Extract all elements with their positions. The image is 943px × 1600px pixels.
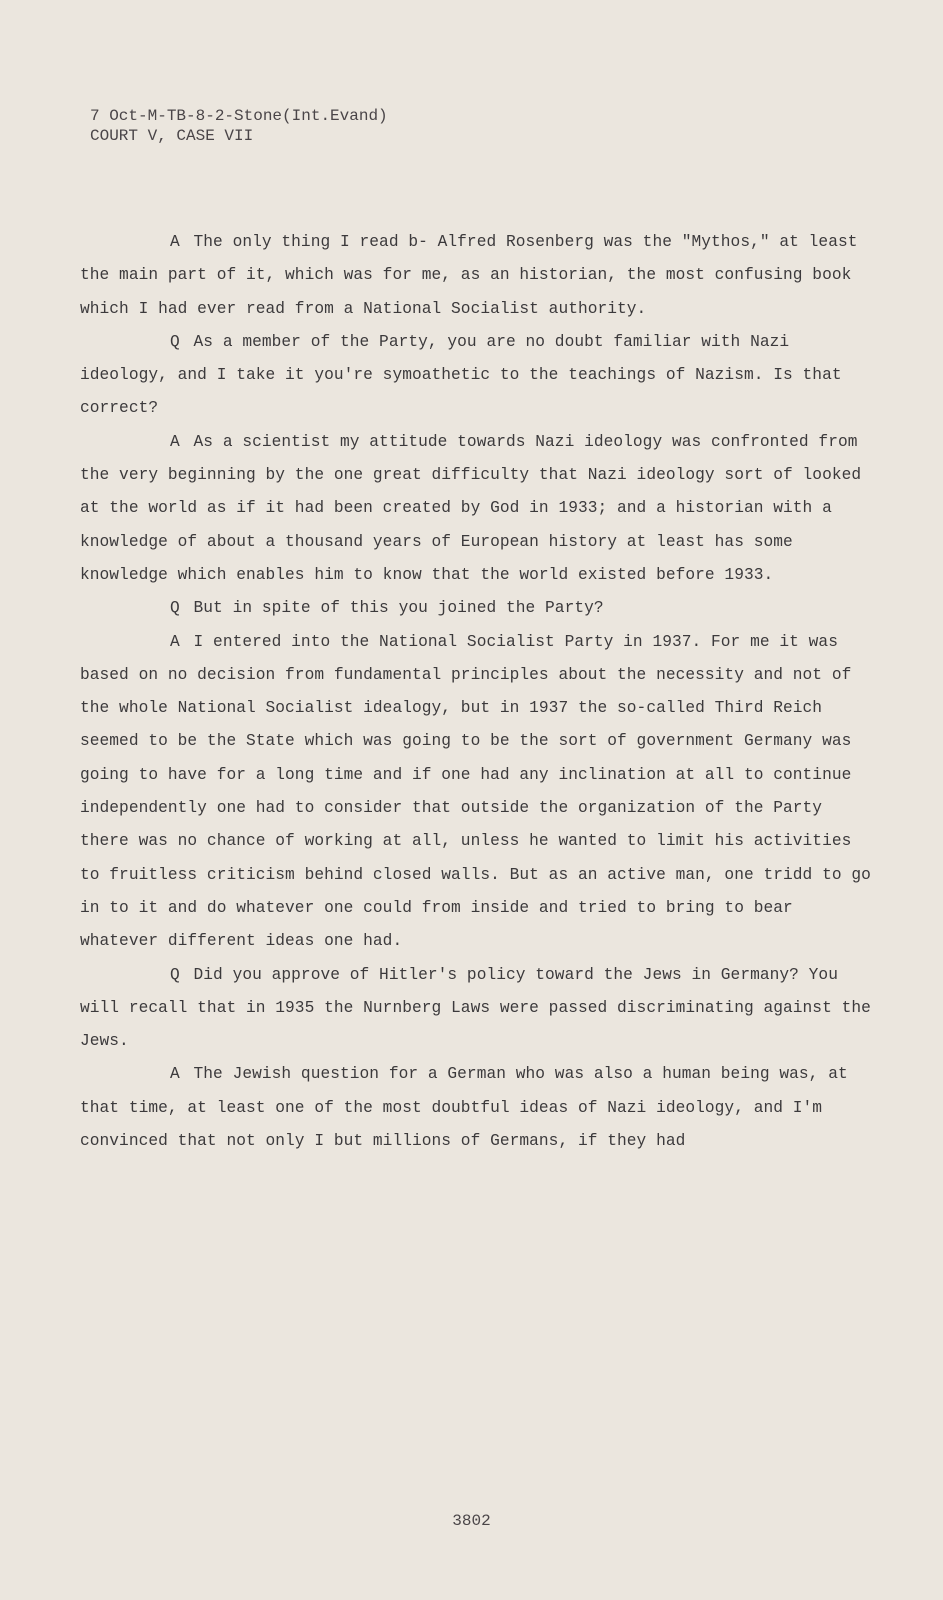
transcript-body (80, 226, 880, 1158)
paragraph-text: The only thing I read b- Alfred Rosenberg was the "Mythos," at least the main part of it, which was for me, as an historian, the most confusing book which I had ever read from a National Socialist authority. (80, 233, 858, 318)
transcript-paragraph (80, 326, 880, 426)
paragraph-text: But in spite of this you joined the Party? (193, 599, 604, 618)
speaker-label: A (170, 632, 180, 651)
document-header (90, 106, 388, 146)
transcript-paragraph (80, 1058, 880, 1158)
paragraph-text: Did you approve of Hitler's policy toward the Jews in Germany? You will recall that in 1935 the Nurnberg Laws were passed discriminating against the Jews. (80, 965, 871, 1051)
paragraph-text: I entered into the National Socialist Party in 1937. For me it was based on no decision from fundamental principles about the necessity and not of the whole National Socialist idealogy, but in 1937 the so-called Third Reich seemed to be the State which was going to be the sort of government Germany was going to have for a long time and if one had any inclination at all to continue independently one had to consider that outside the organization of the Party there was no chance of working at all, unless he wanted to limit his activities to fruitless criticism behind closed walls. But as an active man, one tridd to go in to it and do whatever one could from inside and tried to bring to bear whatever different ideas one had. (80, 632, 871, 951)
page-number: 3802 (452, 1512, 491, 1530)
speaker-label: Q (170, 965, 180, 984)
transcript-paragraph (80, 426, 880, 592)
speaker-label: Q (170, 599, 180, 618)
paragraph-text: As a member of the Party, you are no doubt familiar with Nazi ideology, and I take it you're symoathetic to the teachings of Nazism. Is that correct? (80, 332, 842, 418)
speaker-label: A (170, 233, 180, 251)
transcript-paragraph (80, 226, 880, 326)
speaker-label: Q (170, 332, 180, 351)
transcript-paragraph (80, 626, 880, 959)
speaker-label: A (170, 432, 180, 451)
transcript-paragraph (80, 959, 880, 1059)
paragraph-text: As a scientist my attitude towards Nazi ideology was confronted from the very beginning by the one great difficulty that Nazi ideology sort of looked at the world as if it had been created by God in 1933; and a historian with a knowledge of about a thousand years of European history at least has some knowledge which enables him to know that the world existed before 1933. (80, 432, 862, 584)
paragraph-text: The Jewish question for a German who was also a human being was, at that time, at least one of the most doubtful ideas of Nazi ideology, and I'm convinced that not only I but millions of Germans, if they had (80, 1065, 848, 1151)
header-session-line: 7 Oct-M-TB-8-2-Stone(Int.Evand) (90, 107, 388, 125)
speaker-label: A (170, 1065, 180, 1084)
transcript-paragraph (80, 592, 880, 625)
header-court-line: COURT V, CASE VII (90, 127, 254, 145)
